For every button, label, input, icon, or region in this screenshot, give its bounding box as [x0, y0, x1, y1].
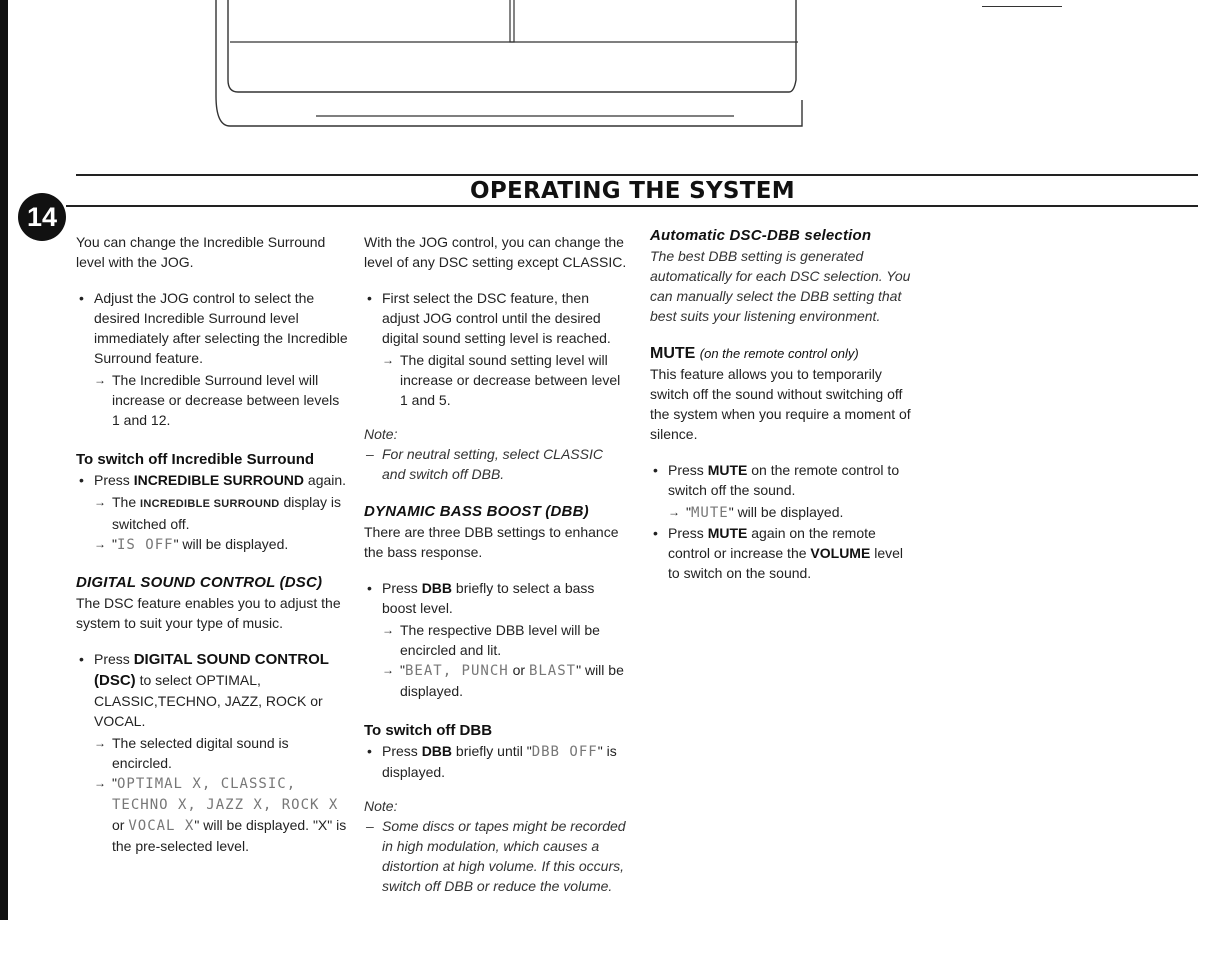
page-title: OPERATING THE SYSTEM [470, 178, 795, 204]
quote-mark: " [112, 775, 117, 791]
decorative-rule [982, 6, 1062, 7]
section-heading: To switch off Incredible Surround [76, 451, 315, 468]
bullet-text: briefly to select a bass boost level. [382, 580, 595, 616]
result-text: " will be displayed. [194, 817, 310, 833]
result-text: or [112, 817, 125, 833]
result-arrow-item [382, 350, 630, 410]
note-text [364, 444, 630, 484]
section-text: The DSC feature enables you to adjust the system to suit your type of music. [76, 595, 341, 631]
result-arrow-item [668, 502, 918, 523]
press-label: Press [668, 462, 704, 478]
display-readout: MUTE [690, 505, 729, 521]
bullet-item [650, 460, 918, 500]
press-label: Press [382, 743, 418, 759]
bullet-item [76, 649, 348, 731]
page-edge-bar [0, 0, 8, 920]
result-text: The respective DBB level will be encircled and lit. [400, 622, 600, 658]
press-label: Press [668, 525, 704, 541]
key-name: INCREDIBLE SURROUND [133, 472, 305, 488]
key-name: DIGITAL SOUND CONTROL (DSC) [94, 651, 329, 689]
bullet-text: again on the remote control or increase the [668, 525, 876, 561]
bullet-text: First select the DSC feature, then adjust JOG control until the desired digital sound setting level is reached. [382, 290, 611, 346]
result-arrow-item [382, 660, 630, 701]
bullet-item [650, 523, 918, 583]
key-name: MUTE [707, 462, 748, 478]
key-name: VOLUME [810, 545, 871, 561]
result-text: The digital sound setting level will increase or decrease between level 1 and 5. [400, 352, 621, 408]
section-text: There are three DBB settings to enhance the bass response. [364, 524, 619, 560]
page-number-badge: 14 [18, 193, 66, 241]
note-text [364, 816, 630, 896]
display-readout: BEAT, PUNCH [404, 663, 509, 679]
bullet-item [76, 470, 348, 490]
quote-mark: " [112, 536, 117, 552]
result-arrow-item [94, 773, 348, 856]
column-1 [76, 232, 348, 856]
note-content: For neutral setting, select CLASSIC and switch off DBB. [382, 446, 603, 482]
section-heading [650, 344, 918, 364]
intro-text: You can change the Incredible Surround level with the JOG. [76, 234, 326, 270]
note-label: Note: [364, 798, 398, 814]
result-arrow-item [382, 620, 630, 660]
result-text: or [512, 662, 526, 678]
key-name: DBB [421, 580, 453, 596]
key-name: INCREDIBLE SURROUND [140, 498, 280, 510]
result-arrow-item [94, 733, 348, 773]
press-label: Press [94, 651, 130, 667]
bullet-item [364, 741, 630, 782]
quote-mark: " [686, 504, 691, 520]
result-text: "X" is the pre-selected level. [112, 817, 347, 854]
display-readout: VOCAL X [128, 818, 195, 834]
section-heading: To switch off DBB [364, 722, 493, 739]
key-name: MUTE [707, 525, 748, 541]
section-heading: DIGITAL SOUND CONTROL (DSC) [76, 574, 323, 591]
section-heading: Automatic DSC-DBB selection [650, 227, 872, 244]
display-readout: OPTIMAL X, CLASSIC, TECHNO X, JAZZ X, ROCK X [112, 776, 339, 813]
bullet-item [364, 288, 630, 348]
press-label: Press [382, 580, 418, 596]
bullet-text: to select OPTIMAL, CLASSIC,TECHNO, JAZZ, ROCK or VOCAL. [94, 672, 323, 729]
note-content: Some discs or tapes might be recorded in high modulation, which causes a distortion at high volume. If this occurs, switch off DBB or reduce the volume. [382, 818, 626, 894]
bullet-text: briefly until " [455, 743, 532, 759]
result-text: The Incredible Surround level will increase or decrease between levels 1 and 12. [112, 372, 340, 428]
result-arrow-item [94, 534, 348, 555]
section-text: The best DBB setting is generated automatically for each DSC selection. You can manually select the DBB setting that best suits your listening environment. [650, 248, 911, 324]
bullet-item [76, 288, 348, 368]
result-text: The selected digital sound is encircled. [112, 735, 289, 771]
result-text: display is switched off. [112, 494, 342, 532]
mute-title: MUTE [650, 345, 696, 362]
display-readout: BLAST [528, 663, 577, 679]
bullet-text: " is displayed. [382, 743, 617, 780]
result-text: " will be displayed. [400, 662, 624, 699]
bullet-item [364, 578, 630, 618]
key-name: DBB [421, 743, 453, 759]
section-text: This feature allows you to temporarily switch off the sound without switching off the system when you require a moment of silence. [650, 366, 911, 442]
quote-mark: " [400, 662, 405, 678]
bullet-text: level to switch on the sound. [668, 545, 903, 581]
display-readout: DBB OFF [531, 744, 598, 760]
note-label: Note: [364, 426, 398, 442]
result-text: The [112, 494, 137, 510]
bullet-text: Adjust the JOG control to select the desired Incredible Surround level immediately after selecting the Incredible Surround feature. [94, 290, 348, 366]
mute-subtitle: (on the remote control only) [699, 346, 859, 361]
press-label: Press [94, 472, 130, 488]
result-text: " will be displayed. [728, 504, 844, 520]
display-readout: IS OFF [116, 537, 174, 553]
bullet-text: on the remote control to switch off the sound. [668, 462, 900, 498]
bullet-text: again. [307, 472, 347, 488]
column-2 [364, 232, 630, 896]
device-illustration-fragment [214, 0, 814, 132]
intro-text: With the JOG control, you can change the level of any DSC setting except CLASSIC. [364, 234, 627, 270]
header-rule-bottom [66, 205, 1198, 207]
column-3 [650, 226, 918, 585]
section-heading: DYNAMIC BASS BOOST (DBB) [364, 503, 589, 520]
header-rule-top [76, 174, 1198, 176]
result-text: " will be displayed. [173, 536, 289, 552]
result-arrow-item [94, 370, 348, 430]
result-arrow-item [94, 492, 348, 534]
